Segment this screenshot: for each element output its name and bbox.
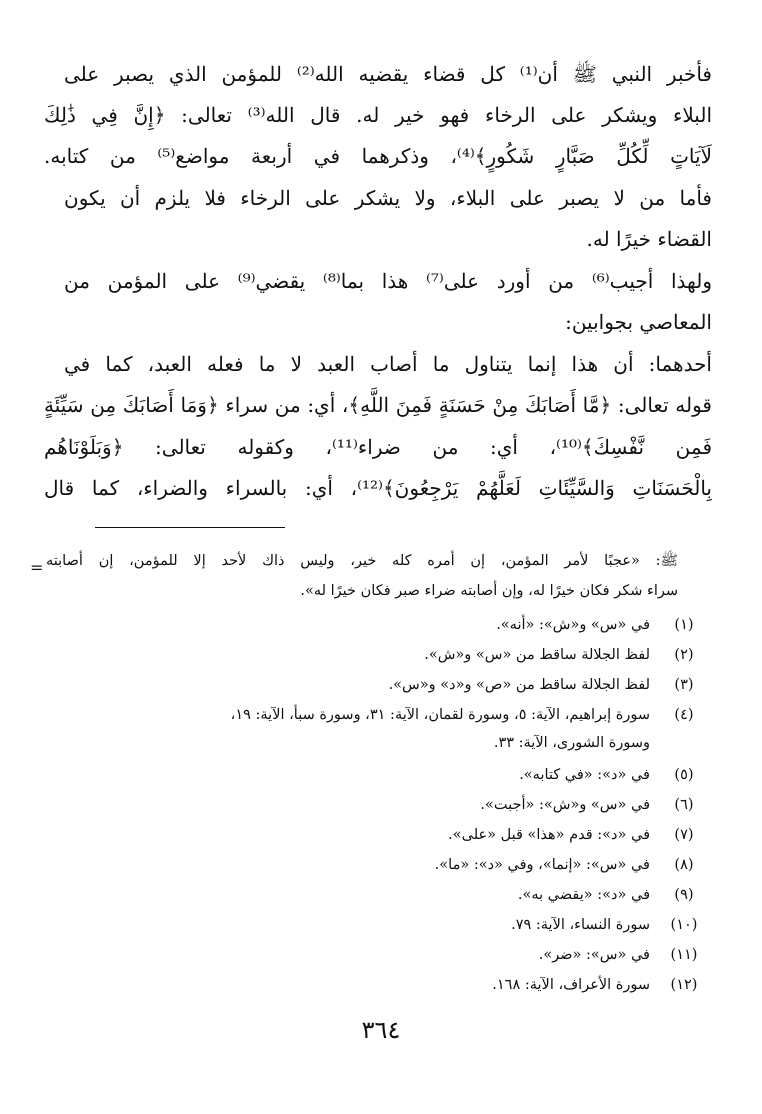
footnote-number: (١٠) bbox=[670, 917, 698, 933]
footnote-text: لفظ الجلالة ساقط من «ص» و«د» و«س». bbox=[388, 677, 650, 693]
footnote-item bbox=[46, 700, 706, 730]
footnote-number: (١٢) bbox=[670, 977, 698, 993]
footnote-item bbox=[46, 970, 706, 1000]
footnote-number: (٥) bbox=[674, 767, 694, 783]
footnote-text: لفظ الجلالة ساقط من «س» و«ش». bbox=[424, 647, 650, 663]
main-line: لَآيَاتٍ لِّكُلِّ صَبَّارٍ شَكُورٍ﴾⁽⁴⁾، وذكرهما في أربعة مواضع⁽⁵⁾ من كتابه. bbox=[44, 144, 712, 168]
footnote-item bbox=[46, 760, 706, 790]
footnote-item bbox=[46, 640, 706, 670]
footnote-item bbox=[46, 610, 706, 640]
main-line: فأخبر النبي ﷺ أن⁽¹⁾ كل قضاء يقضيه الله⁽²⁾ للمؤمن الذي يصبر على bbox=[64, 62, 712, 86]
footnote-continuation bbox=[46, 546, 706, 576]
footnote-continuation bbox=[46, 576, 706, 606]
footnote-text: وسورة الشورى، الآية: ٣٣. bbox=[493, 735, 650, 751]
footnote-number: (١١) bbox=[670, 947, 698, 963]
footnote-text: في «س» و«ش»: «أجبت». bbox=[480, 797, 650, 813]
footnote-item bbox=[46, 790, 706, 820]
footnote-number: (٨) bbox=[674, 857, 694, 873]
footnote-text: سورة الأعراف، الآية: ١٦٨. bbox=[492, 977, 650, 993]
main-line: فأما من لا يصبر على البلاء، ولا يشكر على الرخاء فلا يلزم أن يكون bbox=[64, 186, 712, 210]
footnote-text: في «س»: «إنما»، وفي «د»: «ما». bbox=[434, 857, 650, 873]
footnote-text: سورة النساء، الآية: ٧٩. bbox=[511, 917, 650, 933]
main-line: قوله تعالى: ﴿مَّا أَصَابَكَ مِنْ حَسَنَةٍ فَمِنَ اللَّهِ﴾، أي: من سراء ﴿وَمَا أَصَابَكَ مِن سَيِّئَةٍ bbox=[44, 393, 712, 417]
main-line: بِالْحَسَنَاتِ وَالسَّيِّئَاتِ لَعَلَّهُمْ يَرْجِعُونَ﴾⁽¹²⁾، أي: بالسراء والضراء، كما قال bbox=[44, 476, 712, 500]
main-line: ولهذا أجيب⁽⁶⁾ من أورد على⁽⁷⁾ هذا بما⁽⁸⁾ يقضي⁽⁹⁾ على المؤمن من bbox=[64, 269, 712, 293]
footnote-number: (٧) bbox=[674, 827, 694, 843]
footnote-item bbox=[46, 880, 706, 910]
footnote-text: في «د»: «في كتابه». bbox=[519, 767, 650, 783]
footnote-number: (٦) bbox=[674, 797, 694, 813]
footnote-item bbox=[46, 820, 706, 850]
footnote-item bbox=[46, 850, 706, 880]
main-line: فَمِن نَّفْسِكَ﴾⁽¹⁰⁾، أي: من ضراء⁽¹¹⁾، وكقوله تعالى: ﴿وَبَلَوْنَاهُم bbox=[44, 435, 712, 459]
main-line: المعاصي بجوابين: bbox=[565, 310, 712, 334]
footnote-text: سراء شكر فكان خيرًا له، وإن أصابته ضراء صبر فكان خيرًا له». bbox=[300, 583, 678, 599]
footnote-text: في «د»: قدم «هذا» قبل «على». bbox=[448, 827, 650, 843]
footnote-item-continuation bbox=[46, 728, 706, 758]
footnote-text: ﷺ: «عجبًا لأمر المؤمن، إن أمره كله خير، وليس ذاك لأحد إلا للمؤمن، إن أصابته bbox=[46, 553, 678, 569]
footnote-number: (٣) bbox=[674, 677, 694, 693]
page-number: ٣٦٤ bbox=[361, 1016, 401, 1044]
footnote-item bbox=[46, 910, 706, 940]
footnote-number: (٤) bbox=[674, 707, 694, 723]
main-line: القضاء خيرًا له. bbox=[586, 227, 712, 251]
footnote-number: (٢) bbox=[674, 647, 694, 663]
footnote-text: سورة إبراهيم، الآية: ٥، وسورة لقمان، الآية: ٣١، وسورة سبأ، الآية: ١٩، bbox=[230, 707, 650, 723]
footnote-number: (٩) bbox=[674, 887, 694, 903]
footnote-text: في «د»: «يقضي به». bbox=[517, 887, 650, 903]
footnote-text: في «س»: «ضر». bbox=[538, 947, 650, 963]
continuation-marker: = bbox=[30, 558, 44, 577]
footnote-item bbox=[46, 940, 706, 970]
footnote-separator bbox=[95, 527, 285, 528]
main-line: البلاء ويشكر على الرخاء فهو خير له. قال الله⁽³⁾ تعالى: ﴿إِنَّ فِي ذَٰلِكَ bbox=[44, 103, 712, 127]
footnote-number: (١) bbox=[674, 617, 694, 633]
main-line: أحدهما: أن هذا إنما يتناول ما أصاب العبد لا ما فعله العبد، كما في bbox=[64, 352, 712, 376]
footnote-text: في «س» و«ش»: «أنه». bbox=[496, 617, 650, 633]
footnote-item bbox=[46, 670, 706, 700]
